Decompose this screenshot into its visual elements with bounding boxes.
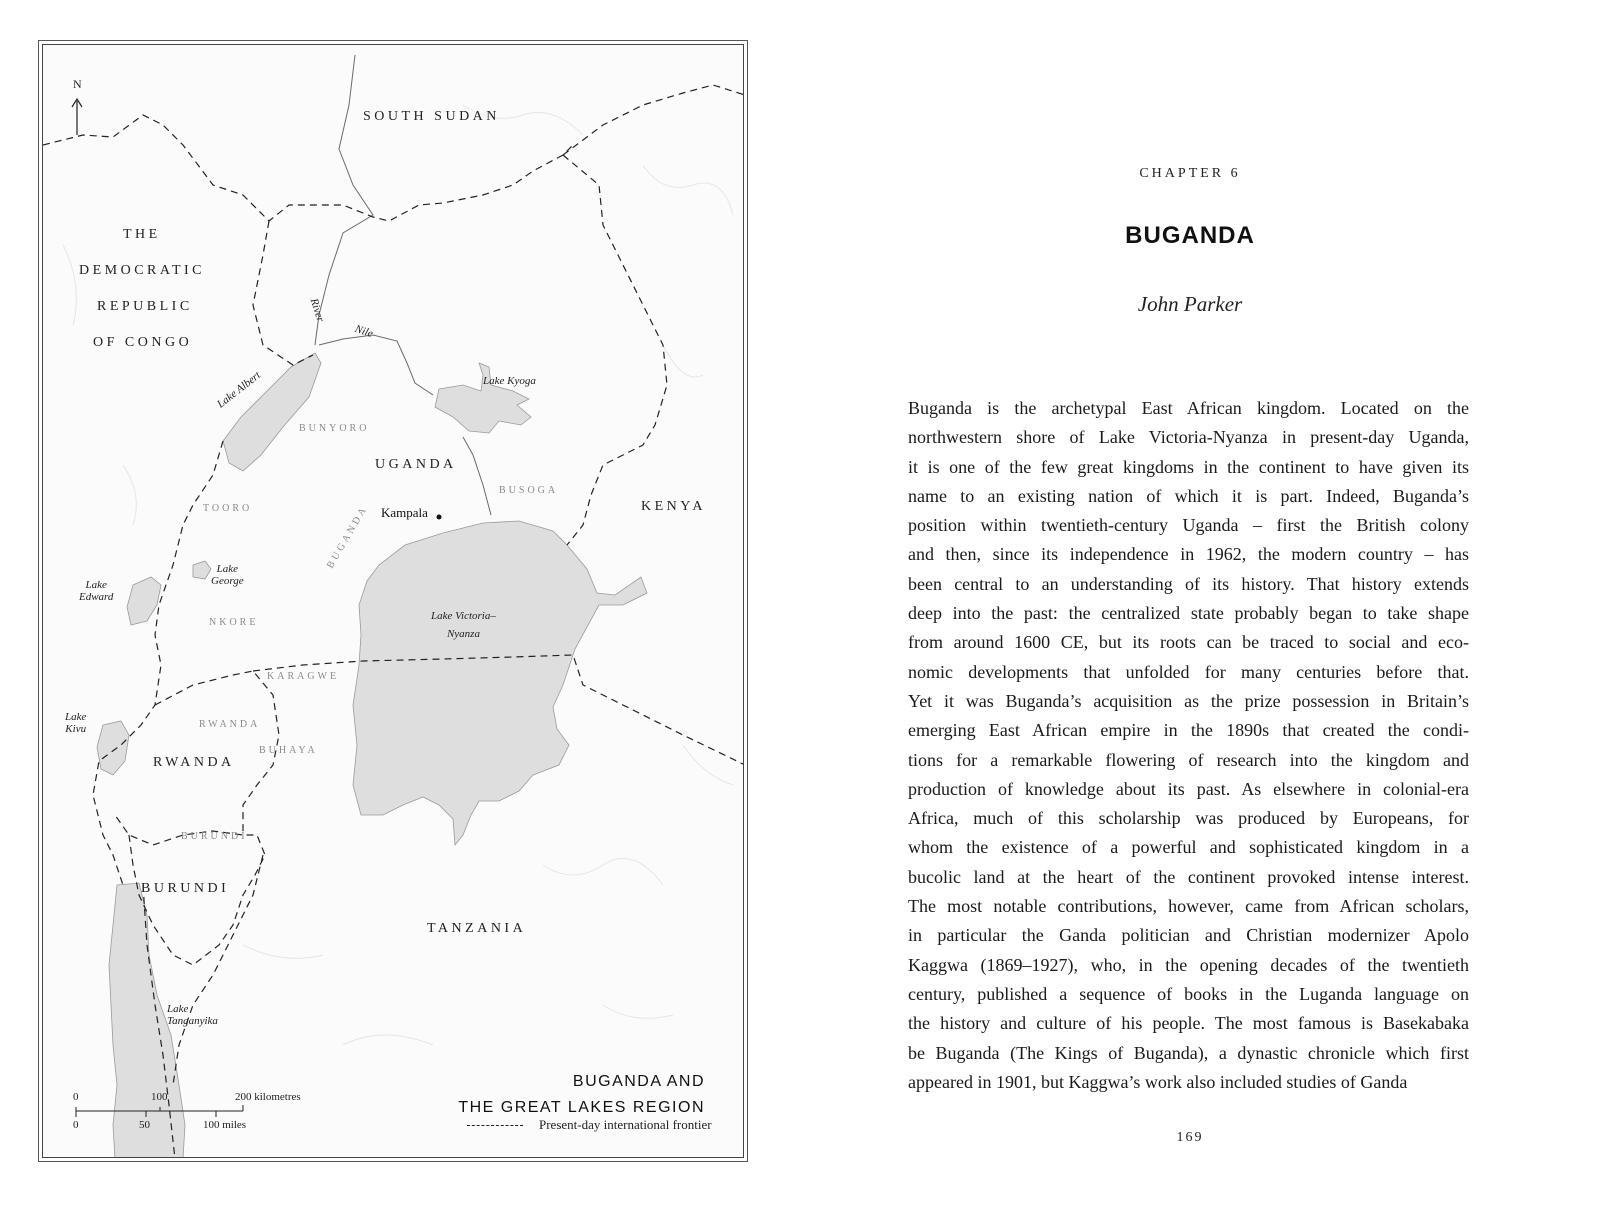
chapter-title: BUGANDA — [1125, 222, 1255, 249]
body-line: Buganda is the archetypal East African kingdom. Located on the — [908, 398, 1469, 418]
label-river: River — [307, 297, 327, 324]
label-burundi-region: BURUNDI — [181, 831, 248, 842]
map-graphic — [43, 45, 744, 1158]
frontier-dash-icon — [467, 1125, 523, 1126]
label-drc-line3: REPUBLIC — [97, 299, 193, 314]
scale-mi-0: 0 — [73, 1119, 79, 1131]
label-tanzania: TANZANIA — [427, 921, 527, 936]
text-page — [900, 0, 1480, 1224]
body-line: nomic developments that unfolded for many centuries before that. — [908, 661, 1469, 682]
label-lake-kyoga: Lake Kyoga — [483, 375, 536, 387]
lake-george-shape — [193, 561, 211, 579]
label-lake-george — [211, 563, 244, 587]
scale-km-200: 200 kilometres — [235, 1091, 301, 1103]
label-lake-albert: Lake Albert — [215, 369, 263, 411]
body-line: be Buganda (The Kings of Buganda), a dynastic chronicle which first — [908, 1042, 1469, 1063]
body-line: whom the existence of a powerful and sophisticated kingdom in a — [908, 837, 1469, 858]
label-drc-line2: DEMOCRATIC — [79, 263, 206, 278]
body-line: Africa, much of this scholarship was produced by Europeans, for — [908, 808, 1469, 829]
label-lake-tanganyika — [167, 1003, 218, 1027]
north-arrow-icon — [72, 99, 82, 135]
label-lake-edward — [79, 579, 113, 603]
chapter-label: CHAPTER 6 — [1139, 166, 1241, 181]
lake-kivu-line1: Lake — [65, 711, 87, 723]
scale-km-100: 100 — [151, 1091, 168, 1103]
frontier-ug-drc — [93, 221, 313, 885]
lake-tanganyika-line2: Tanganyika — [167, 1015, 218, 1027]
body-line: Kaggwa (1869–1927), who, in the opening decades of the twentieth — [908, 954, 1469, 975]
lake-victoria-shape — [353, 521, 647, 845]
nile-river — [315, 55, 433, 395]
label-buganda: BUGANDA — [325, 503, 371, 571]
body-line: and then, since its independence in 1962, the modern country – has — [908, 544, 1469, 565]
scale-mi-50: 50 — [139, 1119, 150, 1131]
label-burundi: BURUNDI — [141, 881, 230, 896]
body-line: emerging East African empire in the 1890s that created the condi- — [908, 720, 1469, 741]
lake-edward-line1: Lake — [85, 579, 107, 591]
lake-kivu-shape — [97, 721, 129, 775]
map-area — [42, 44, 744, 1158]
chapter-author: John Parker — [1137, 292, 1243, 316]
map-title-line2: THE GREAT LAKES REGION — [458, 1099, 705, 1116]
body-line: in particular the Ganda politician and Christian modernizer Apolo — [908, 925, 1469, 946]
label-lake-kivu — [65, 711, 86, 735]
body-line: the history and culture of his people. The most famous is Basekabaka — [908, 1013, 1469, 1034]
legend-label: Present-day international frontier — [539, 1117, 712, 1132]
lake-george-line1: Lake — [216, 563, 238, 575]
lake-kyoga-shape — [435, 363, 531, 433]
lake-tanganyika-line1: Lake — [167, 1003, 189, 1015]
frontier-ug-kenya — [563, 155, 667, 545]
label-busoga: BUSOGA — [499, 485, 559, 496]
lake-george-line2: George — [211, 575, 244, 587]
body-line: from around 1600 CE, but its roots can be traced to social and eco- — [908, 632, 1469, 653]
label-rwanda: RWANDA — [153, 755, 235, 770]
body-line: northwestern shore of Lake Victoria-Nyanza in present-day Uganda, — [908, 427, 1469, 448]
lake-victoria-line1: Lake Victoria– — [431, 610, 496, 622]
label-drc-line1: THE — [123, 227, 161, 242]
label-nkore: NKORE — [209, 617, 259, 628]
lake-edward-shape — [127, 577, 161, 625]
kampala-dot-icon — [437, 515, 442, 520]
label-buhaya: BUHAYA — [259, 745, 318, 756]
label-rwanda-region: RWANDA — [199, 719, 261, 730]
body-line: position within twentieth-century Uganda – first the British colony — [908, 515, 1469, 536]
body-line: it is one of the few great kingdoms in the continent to have given its — [908, 456, 1469, 477]
page-number: 169 — [1176, 1130, 1204, 1145]
lake-victoria-line2: Nyanza — [446, 628, 480, 640]
north-label: N — [73, 77, 82, 91]
map-title — [458, 1069, 705, 1121]
body-line: deep into the past: the centralized state probably began to take shape — [908, 603, 1469, 624]
label-drc-line4: OF CONGO — [93, 335, 193, 350]
label-nile: Nile — [353, 323, 375, 341]
label-karagwe: KARAGWE — [267, 671, 340, 682]
frontier-ug-kenya-north — [563, 85, 744, 155]
label-lake-victoria — [431, 607, 496, 643]
label-uganda: UGANDA — [375, 457, 457, 472]
map-title-line1: BUGANDA AND — [572, 1073, 705, 1090]
body-line: bucolic land at the heart of the continent provoked intense interest. — [908, 866, 1469, 887]
body-line: Yet it was Buganda’s acquisition as the prize possession in Britain’s — [908, 690, 1469, 711]
label-south-sudan: SOUTH SUDAN — [363, 109, 500, 124]
body-line: appeared in 1901, but Kaggwa’s work also included studies of Ganda — [908, 1071, 1408, 1092]
body-line: been central to an understanding of its history. That history extends — [908, 573, 1469, 594]
label-kenya: KENYA — [641, 499, 706, 514]
body-line: The most notable contributions, however, came from African scholars, — [908, 896, 1469, 917]
frontier-south-sudan — [43, 115, 573, 221]
lake-kivu-line2: Kivu — [65, 723, 87, 735]
body-line: production of knowledge about its past. As elsewhere in colonial-era — [908, 778, 1469, 799]
body-line: century, published a sequence of books in the Luganda language on — [908, 983, 1469, 1004]
scale-mi-100: 100 miles — [203, 1119, 247, 1131]
map-frame — [38, 40, 748, 1162]
body-line: name to an existing nation of which it is part. Indeed, Buganda’s — [908, 485, 1469, 506]
label-bunyoro: BUNYORO — [299, 423, 370, 434]
map-legend — [467, 1117, 712, 1133]
lake-edward-line2: Edward — [79, 591, 114, 603]
body-paragraph — [908, 394, 1469, 1097]
label-kampala: Kampala — [381, 505, 428, 520]
lake-albert-shape — [223, 353, 321, 471]
body-line: tions for a remarkable flowering of research into the kingdom and — [908, 749, 1469, 770]
scale-km-0: 0 — [73, 1091, 79, 1103]
label-tooro: TOORO — [203, 503, 253, 514]
